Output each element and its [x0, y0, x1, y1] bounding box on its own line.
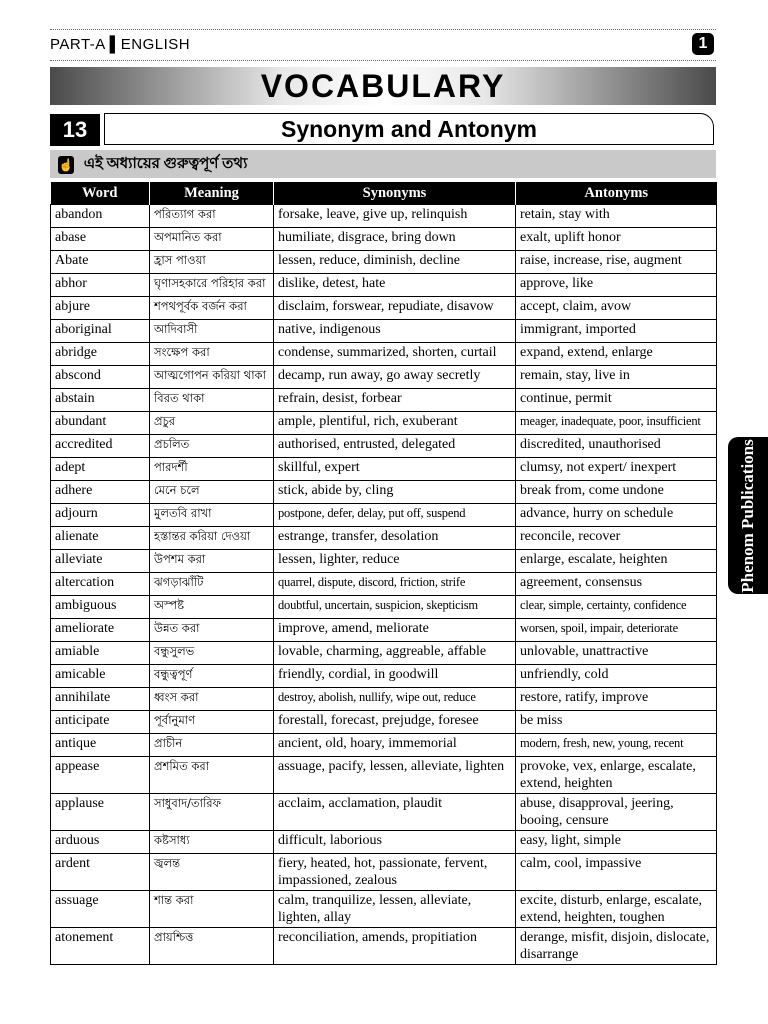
table-row: [51, 389, 717, 412]
word-cell: assuage: [51, 891, 150, 928]
meaning-cell: ঝগড়াঝাঁটি: [150, 573, 274, 596]
table-row: [51, 343, 717, 366]
table-row: [51, 297, 717, 320]
synonyms-cell: lessen, reduce, diminish, decline: [274, 251, 516, 274]
word-cell: ameliorate: [51, 619, 150, 642]
table-row: [51, 412, 717, 435]
word-cell: abscond: [51, 366, 150, 389]
word-cell: ambiguous: [51, 596, 150, 619]
word-cell: Abate: [51, 251, 150, 274]
word-cell: amiable: [51, 642, 150, 665]
antonyms-cell: immigrant, imported: [516, 320, 717, 343]
info-bar-text: এই অধ্যায়ের গুরুত্বপূর্ণ তথ্য: [83, 156, 248, 172]
table-row: [51, 794, 717, 831]
antonyms-cell: break from, come undone: [516, 481, 717, 504]
table-row: [51, 205, 717, 228]
word-cell: abundant: [51, 412, 150, 435]
synonyms-cell: assuage, pacify, lessen, alleviate, lighten: [274, 757, 516, 794]
table-row: [51, 688, 717, 711]
word-cell: annihilate: [51, 688, 150, 711]
table-row: [51, 573, 717, 596]
word-cell: alleviate: [51, 550, 150, 573]
antonyms-cell: continue, permit: [516, 389, 717, 412]
antonyms-cell: agreement, consensus: [516, 573, 717, 596]
antonyms-cell: raise, increase, rise, augment: [516, 251, 717, 274]
table-row: [51, 504, 717, 527]
word-cell: abandon: [51, 205, 150, 228]
antonyms-cell: derange, misfit, disjoin, dislocate, disarrange: [516, 928, 717, 965]
meaning-cell: মেনে চলে: [150, 481, 274, 504]
antonyms-cell: reconcile, recover: [516, 527, 717, 550]
antonyms-cell: clumsy, not expert/ inexpert: [516, 458, 717, 481]
antonyms-cell: retain, stay with: [516, 205, 717, 228]
antonyms-cell: discredited, unauthorised: [516, 435, 717, 458]
synonyms-cell: acclaim, acclamation, plaudit: [274, 794, 516, 831]
meaning-cell: মুলতবি রাখা: [150, 504, 274, 527]
word-cell: adhere: [51, 481, 150, 504]
synonyms-cell: doubtful, uncertain, suspicion, skepticism: [274, 596, 516, 619]
meaning-cell: ধ্বংস করা: [150, 688, 274, 711]
meaning-cell: প্রায়শ্চিত্ত: [150, 928, 274, 965]
hand-pointer-icon: ☝: [58, 157, 74, 172]
word-cell: antique: [51, 734, 150, 757]
synonyms-cell: forestall, forecast, prejudge, foresee: [274, 711, 516, 734]
meaning-cell: আত্মগোপন করিয়া থাকা: [150, 366, 274, 389]
table-row: [51, 734, 717, 757]
antonyms-cell: unfriendly, cold: [516, 665, 717, 688]
meaning-cell: সাধুবাদ/তারিফ: [150, 794, 274, 831]
synonyms-cell: stick, abide by, cling: [274, 481, 516, 504]
synonyms-cell: difficult, laborious: [274, 831, 516, 854]
chapter-title: Synonym and Antonym: [104, 113, 714, 145]
table-row: [51, 435, 717, 458]
publisher-name: Phenom Publications: [738, 438, 757, 593]
table-header-row: [51, 182, 717, 205]
synonyms-cell: fiery, heated, hot, passionate, fervent, impassioned, zealous: [274, 854, 516, 891]
meaning-cell: উন্নত করা: [150, 619, 274, 642]
synonyms-cell: skillful, expert: [274, 458, 516, 481]
synonyms-cell: reconciliation, amends, propitiation: [274, 928, 516, 965]
antonyms-cell: clear, simple, certainty, confidence: [516, 596, 717, 619]
word-cell: aboriginal: [51, 320, 150, 343]
word-cell: adept: [51, 458, 150, 481]
synonyms-cell: decamp, run away, go away secretly: [274, 366, 516, 389]
table-row: [51, 481, 717, 504]
synonyms-cell: friendly, cordial, in goodwill: [274, 665, 516, 688]
meaning-cell: অস্পষ্ট: [150, 596, 274, 619]
table-row: [51, 274, 717, 297]
table-row: [51, 891, 717, 928]
meaning-cell: আদিবাসী: [150, 320, 274, 343]
meaning-cell: বন্ধুত্বপূর্ণ: [150, 665, 274, 688]
antonyms-cell: be miss: [516, 711, 717, 734]
publisher-side-tab: [728, 437, 768, 594]
synonyms-cell: disclaim, forswear, repudiate, disavow: [274, 297, 516, 320]
table-row: [51, 366, 717, 389]
meaning-cell: পূর্বানুমাণ: [150, 711, 274, 734]
table-row: [51, 550, 717, 573]
word-cell: abhor: [51, 274, 150, 297]
table-row: [51, 527, 717, 550]
word-cell: abstain: [51, 389, 150, 412]
word-cell: arduous: [51, 831, 150, 854]
table-row: [51, 642, 717, 665]
table-row: [51, 228, 717, 251]
word-cell: abjure: [51, 297, 150, 320]
header-dotted-rule: [50, 60, 716, 61]
antonyms-cell: approve, like: [516, 274, 717, 297]
header-antonyms: Antonyms: [516, 182, 717, 205]
antonyms-cell: enlarge, escalate, heighten: [516, 550, 717, 573]
vocabulary-banner: VOCABULARY: [50, 67, 716, 105]
meaning-cell: বিরত থাকা: [150, 389, 274, 412]
meaning-cell: জ্বলন্ত: [150, 854, 274, 891]
synonyms-cell: native, indigenous: [274, 320, 516, 343]
synonyms-cell: improve, amend, meliorate: [274, 619, 516, 642]
antonyms-cell: expand, extend, enlarge: [516, 343, 717, 366]
meaning-cell: প্রশমিত করা: [150, 757, 274, 794]
synonyms-cell: ancient, old, hoary, immemorial: [274, 734, 516, 757]
meaning-cell: উপশম করা: [150, 550, 274, 573]
antonyms-cell: easy, light, simple: [516, 831, 717, 854]
synonyms-cell: forsake, leave, give up, relinquish: [274, 205, 516, 228]
synonyms-cell: calm, tranquilize, lessen, alleviate, lighten, allay: [274, 891, 516, 928]
word-cell: appease: [51, 757, 150, 794]
synonyms-cell: condense, summarized, shorten, curtail: [274, 343, 516, 366]
word-cell: accredited: [51, 435, 150, 458]
meaning-cell: অপমানিত করা: [150, 228, 274, 251]
word-cell: abase: [51, 228, 150, 251]
word-cell: applause: [51, 794, 150, 831]
synonyms-cell: humiliate, disgrace, bring down: [274, 228, 516, 251]
meaning-cell: বন্ধুসুলভ: [150, 642, 274, 665]
header-synonyms: Synonyms: [274, 182, 516, 205]
table-row: [51, 665, 717, 688]
header-word: Word: [51, 182, 150, 205]
synonyms-cell: ample, plentiful, rich, exuberant: [274, 412, 516, 435]
antonyms-cell: provoke, vex, enlarge, escalate, extend, heighten: [516, 757, 717, 794]
synonyms-cell: refrain, desist, forbear: [274, 389, 516, 412]
antonyms-cell: modern, fresh, new, young, recent: [516, 734, 717, 757]
antonyms-cell: accept, claim, avow: [516, 297, 717, 320]
antonyms-cell: restore, ratify, improve: [516, 688, 717, 711]
synonyms-cell: lovable, charming, aggreable, affable: [274, 642, 516, 665]
meaning-cell: শপথপূর্বক বর্জন করা: [150, 297, 274, 320]
meaning-cell: সংক্ষেপ করা: [150, 343, 274, 366]
meaning-cell: পারদর্শী: [150, 458, 274, 481]
vocabulary-table: [50, 182, 717, 965]
top-dotted-rule: [50, 29, 716, 30]
word-cell: anticipate: [51, 711, 150, 734]
meaning-cell: পরিত্যাগ করা: [150, 205, 274, 228]
part-label: PART-A ▌ENGLISH: [50, 36, 191, 53]
meaning-cell: হস্তান্তর করিয়া দেওয়া: [150, 527, 274, 550]
table-row: [51, 596, 717, 619]
antonyms-cell: advance, hurry on schedule: [516, 504, 717, 527]
table-row: [51, 854, 717, 891]
table-row: [51, 458, 717, 481]
synonyms-cell: postpone, defer, delay, put off, suspend: [274, 504, 516, 527]
word-cell: atonement: [51, 928, 150, 965]
table-row: [51, 711, 717, 734]
meaning-cell: কষ্টসাধ্য: [150, 831, 274, 854]
meaning-cell: প্রাচীন: [150, 734, 274, 757]
header-meaning: Meaning: [150, 182, 274, 205]
meaning-cell: প্রচলিত: [150, 435, 274, 458]
antonyms-cell: worsen, spoil, impair, deteriorate: [516, 619, 717, 642]
meaning-cell: শান্ত করা: [150, 891, 274, 928]
table-row: [51, 251, 717, 274]
table-row: [51, 831, 717, 854]
synonyms-cell: authorised, entrusted, delegated: [274, 435, 516, 458]
antonyms-cell: remain, stay, live in: [516, 366, 717, 389]
word-cell: amicable: [51, 665, 150, 688]
antonyms-cell: meager, inadequate, poor, insufficient: [516, 412, 717, 435]
synonyms-cell: dislike, detest, hate: [274, 274, 516, 297]
meaning-cell: ঘৃণাসহকারে পরিহার করা: [150, 274, 274, 297]
word-cell: altercation: [51, 573, 150, 596]
synonyms-cell: lessen, lighter, reduce: [274, 550, 516, 573]
synonyms-cell: quarrel, dispute, discord, friction, strife: [274, 573, 516, 596]
synonyms-cell: destroy, abolish, nullify, wipe out, reduce: [274, 688, 516, 711]
page-number: 1: [692, 33, 714, 55]
antonyms-cell: excite, disturb, enlarge, escalate, extend, heighten, toughen: [516, 891, 717, 928]
meaning-cell: প্রচুর: [150, 412, 274, 435]
word-cell: adjourn: [51, 504, 150, 527]
antonyms-cell: exalt, uplift honor: [516, 228, 717, 251]
synonyms-cell: estrange, transfer, desolation: [274, 527, 516, 550]
word-cell: ardent: [51, 854, 150, 891]
antonyms-cell: unlovable, unattractive: [516, 642, 717, 665]
antonyms-cell: abuse, disapproval, jeering, booing, censure: [516, 794, 717, 831]
meaning-cell: হ্রাস পাওয়া: [150, 251, 274, 274]
table-row: [51, 928, 717, 965]
table-row: [51, 619, 717, 642]
chapter-number-badge: 13: [50, 114, 100, 146]
info-bar: [50, 150, 716, 178]
table-row: [51, 757, 717, 794]
antonyms-cell: calm, cool, impassive: [516, 854, 717, 891]
word-cell: abridge: [51, 343, 150, 366]
table-row: [51, 320, 717, 343]
word-cell: alienate: [51, 527, 150, 550]
